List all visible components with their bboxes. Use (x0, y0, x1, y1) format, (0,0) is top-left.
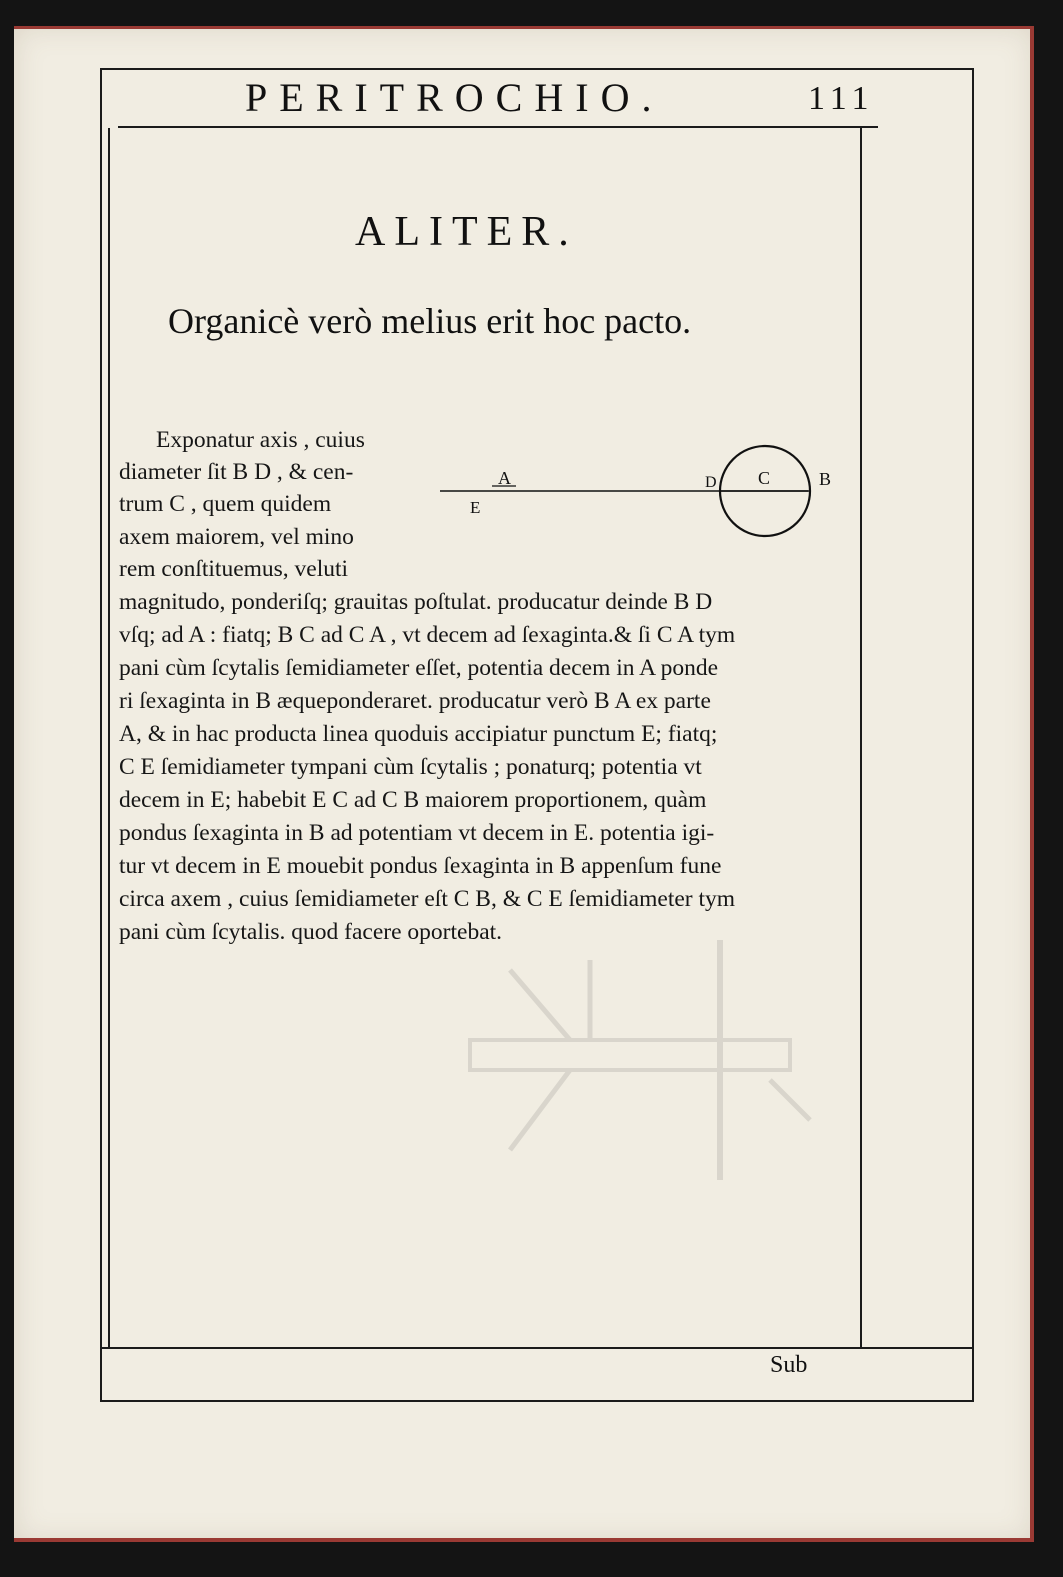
body-line: Exponatur axis , cuius (156, 427, 365, 453)
section-subheading: Organicè verò melius erit hoc pacto. (168, 301, 692, 341)
body-line: diameter ſit B D , & cen- (119, 459, 354, 485)
body-line: magnitudo, ponderiſq; grauitas poſtulat. producatur deinde B D (119, 589, 713, 615)
body-line: decem in E; habebit E C ad C B maiorem proportionem, quàm (119, 787, 707, 813)
body-line: circa axem , cuius ſemidiameter eſt C B, & C E ſemidiameter tym (119, 886, 736, 912)
footer-rule (100, 1347, 972, 1349)
body-line: C E ſemidiameter tympani cùm ſcytalis ; ponaturq; potentia vt (119, 754, 702, 780)
body-line: A, & in hac producta linea quoduis accipiatur punctum E; fiatq; (119, 721, 718, 747)
body-line: tur vt decem in E mouebit pondus ſexaginta in B appenſum fune (119, 853, 722, 879)
body-line: vſq; ad A : fiatq; B C ad C A , vt decem ad ſexaginta.& ſi C A tym (119, 622, 736, 648)
diagram-label-c: C (758, 468, 771, 488)
page-edge-bottom (14, 1538, 1034, 1542)
section-heading: ALITER. (355, 209, 578, 255)
body-line: pani cùm ſcytalis ſemidiameter eſſet, potentia decem in A ponde (119, 655, 719, 681)
body-line: ri ſexaginta in B æqueponderaret. producatur verò B A ex parte (119, 688, 711, 714)
catchword: Sub (770, 1352, 808, 1378)
diagram-label-b: B (819, 469, 832, 489)
body-line: rem conſtituemus, veluti (119, 556, 349, 582)
diagram-label-d: D (705, 474, 717, 491)
page-edge-top (14, 26, 1034, 29)
axis-diagram (430, 436, 850, 546)
body-line: trum C , quem quidem (119, 491, 332, 517)
body-line: pondus ſexaginta in B ad potentiam vt decem in E. potentia igi- (119, 820, 715, 846)
diagram-label-e: E (470, 498, 481, 517)
running-head-title: PERITROCHIO. (245, 75, 664, 120)
page-number: 111 (808, 80, 875, 117)
diagram-label-a: A (498, 468, 511, 488)
body-line: pani cùm ſcytalis. quod facere oportebat. (119, 919, 503, 945)
page-edge-right (1030, 26, 1034, 1542)
body-line: axem maiorem, vel mino (119, 524, 354, 550)
